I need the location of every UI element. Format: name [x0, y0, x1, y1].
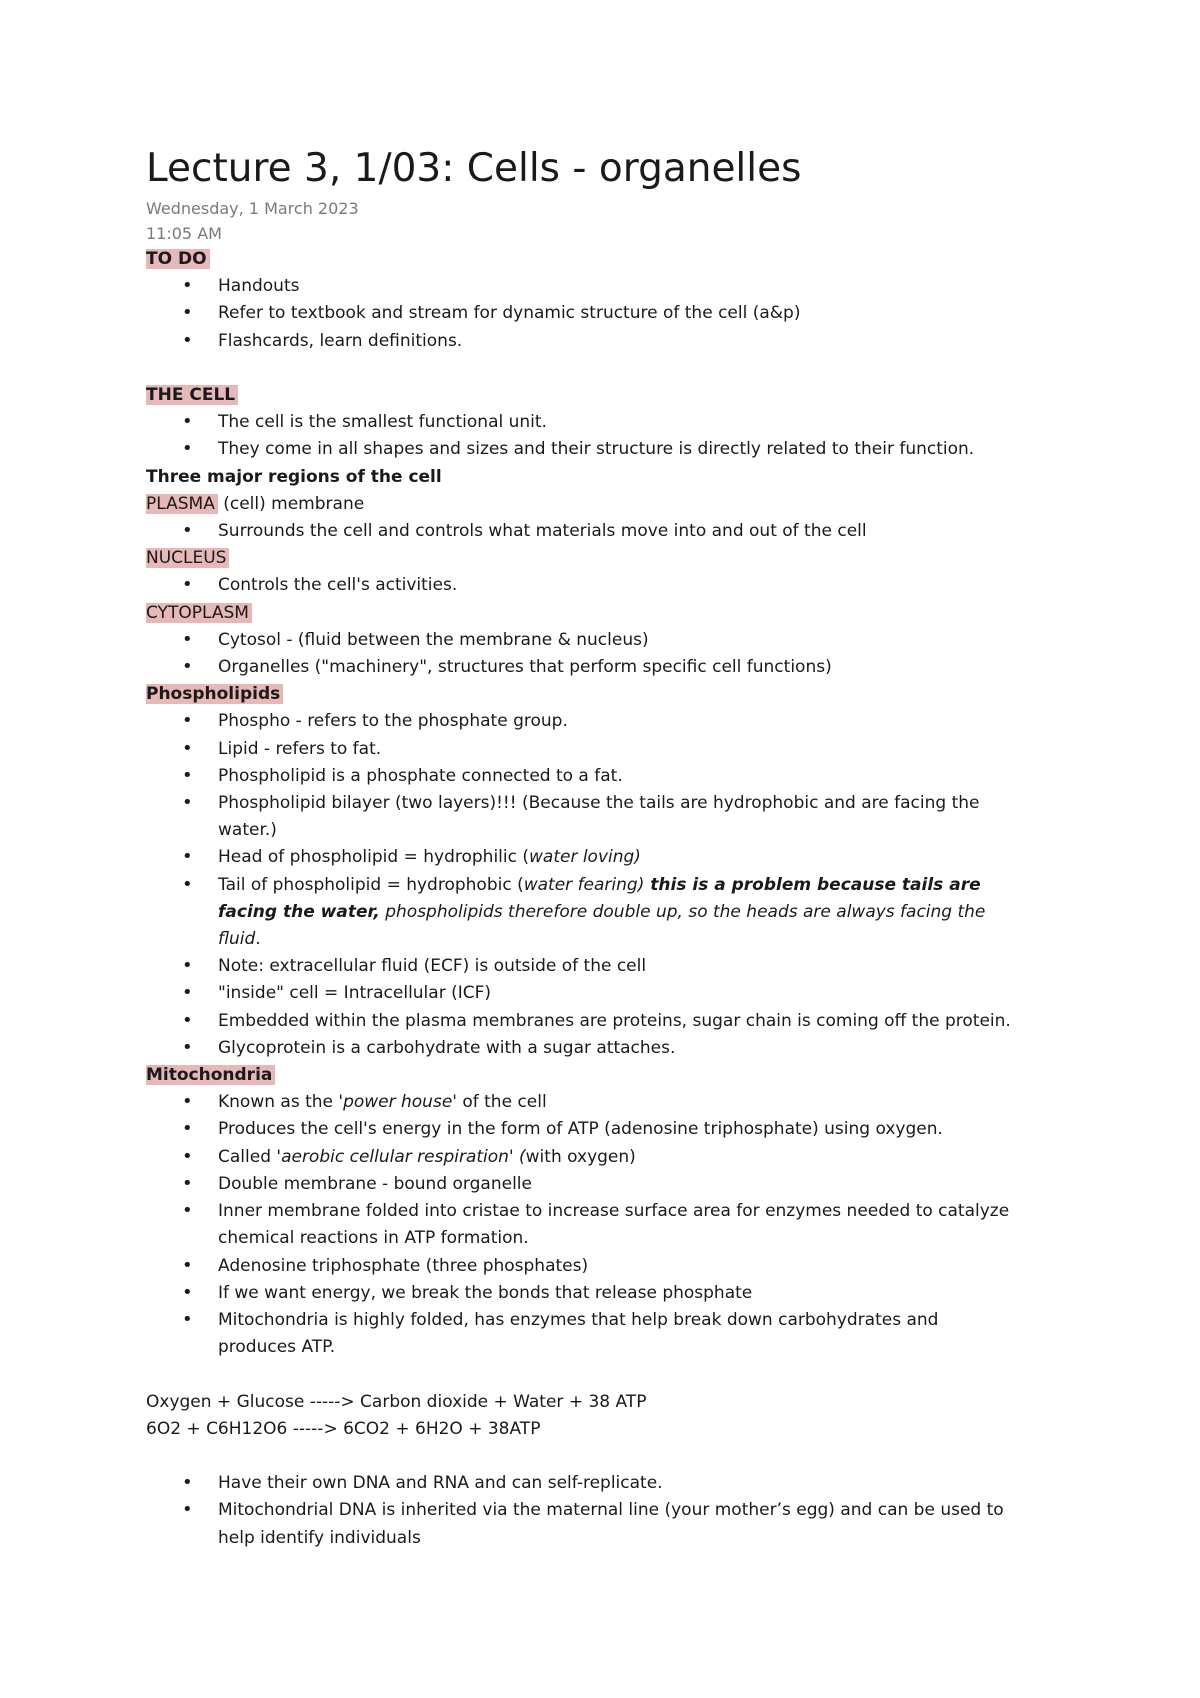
list-item: • Flashcards, learn definitions. — [146, 328, 1096, 355]
mitochondria-list — [146, 1089, 1096, 1361]
head-text: Head of phospholipid = hydrophilic ( — [218, 847, 529, 868]
list-item: • Produces the cell's energy in the form of ATP (adenosine triphosphate) using oxygen. — [146, 1116, 1096, 1143]
list-item: • Mitochondria is highly folded, has enzymes that help break down carbohydrates and produces ATP. — [146, 1307, 1008, 1361]
list-item: • Organelles ("machinery", structures that perform specific cell functions) — [146, 654, 1096, 681]
equation-words: Oxygen + Glucose -----> Carbon dioxide + Water + 38 ATP — [146, 1391, 647, 1412]
todo-list — [146, 273, 1096, 355]
list-item: • Glycoprotein is a carbohydrate with a sugar attaches. — [146, 1035, 1096, 1062]
tail-end: . — [255, 929, 261, 950]
todo-heading: TO DO — [146, 249, 210, 269]
page-title: Lecture 3, 1/03: Cells - organelles — [146, 146, 802, 191]
nucleus-list — [146, 572, 1096, 599]
list-item: • Phospholipid is a phosphate connected to a fat. — [146, 763, 1096, 790]
list-item: • Cytosol - (fluid between the membrane & nucleus) — [146, 627, 1096, 654]
tail-italic-2: phospholipids therefore double up, so the heads are always facing the fluid — [218, 901, 986, 950]
known-italic: power house' — [343, 1092, 457, 1113]
plasma-rest: (cell) membrane — [217, 493, 365, 514]
list-item: • The cell is the smallest functional unit. — [146, 409, 1096, 436]
nucleus-label: NUCLEUS — [146, 548, 229, 568]
list-item — [146, 1089, 1096, 1116]
tail-bold-italic: this is a problem because tails are facing the water, — [218, 874, 981, 922]
phospholipids-heading: Phospholipids — [146, 684, 283, 704]
list-item: • They come in all shapes and sizes and their structure is directly related to their function. — [146, 436, 1096, 463]
list-item: • Inner membrane folded into cristae to increase surface area for enzymes needed to catalyze chemical reactions in ATP formation. — [146, 1198, 1028, 1252]
list-item: • If we want energy, we break the bonds that release phosphate — [146, 1280, 1096, 1307]
list-item — [146, 844, 1096, 871]
list-item: • Note: extracellular fluid (ECF) is outside of the cell — [146, 953, 1096, 980]
list-item: • Handouts — [146, 273, 1096, 300]
list-item: • Embedded within the plasma membranes are proteins, sugar chain is coming off the protein. — [146, 1008, 1096, 1035]
cytoplasm-list — [146, 627, 1096, 681]
tail-italic: water fearing) — [523, 874, 645, 895]
list-item: • Lipid - refers to fat. — [146, 736, 1096, 763]
list-item: • Adenosine triphosphate (three phosphates) — [146, 1253, 1096, 1280]
tail-text: Tail of phospholipid = hydrophobic ( — [218, 874, 524, 895]
equation-formula: 6O2 + C6H12O6 -----> 6CO2 + 6H2O + 38ATP — [146, 1418, 541, 1439]
list-item: • Phospho - refers to the phosphate group. — [146, 708, 1096, 735]
called-post: with oxygen) — [525, 1146, 636, 1167]
head-italic: water loving) — [529, 847, 641, 868]
list-item: • "inside" cell = Intracellular (ICF) — [146, 980, 1096, 1007]
list-item: • Mitochondrial DNA is inherited via the maternal line (your mother’s egg) and can be used to help identify individuals — [146, 1497, 1028, 1551]
list-item: • Have their own DNA and RNA and can self-replicate. — [146, 1470, 1096, 1497]
note-date: Wednesday, 1 March 2023 — [146, 199, 359, 218]
dna-list — [146, 1470, 1096, 1552]
list-item: • Controls the cell's activities. — [146, 572, 1096, 599]
cell-heading: THE CELL — [146, 385, 238, 405]
note-page — [146, 142, 1096, 1552]
list-item: • Phospholipid bilayer (two layers)!!! (Because the tails are hydrophobic and are facing the water.) — [146, 790, 1028, 844]
note-time: 11:05 AM — [146, 224, 222, 243]
called-italic: aerobic cellular respiration' ( — [281, 1146, 526, 1167]
list-item — [146, 1144, 1096, 1171]
cytoplasm-label: CYTOPLASM — [146, 603, 252, 623]
phospholipids-list — [146, 708, 1096, 1062]
list-item — [146, 872, 1028, 954]
plasma-list — [146, 518, 1096, 545]
list-item: • Refer to textbook and stream for dynamic structure of the cell (a&p) — [146, 300, 1096, 327]
called-text: Called ' — [218, 1146, 282, 1167]
known-text: Known as the ' — [218, 1092, 344, 1113]
list-item: • Double membrane - bound organelle — [146, 1171, 1096, 1198]
plasma-label: PLASMA — [146, 494, 218, 514]
mitochondria-heading: Mitochondria — [146, 1065, 275, 1085]
cell-list — [146, 409, 1096, 463]
known-post: of the cell — [456, 1092, 547, 1113]
regions-heading: Three major regions of the cell — [146, 466, 442, 487]
list-item: • Surrounds the cell and controls what materials move into and out of the cell — [146, 518, 1096, 545]
